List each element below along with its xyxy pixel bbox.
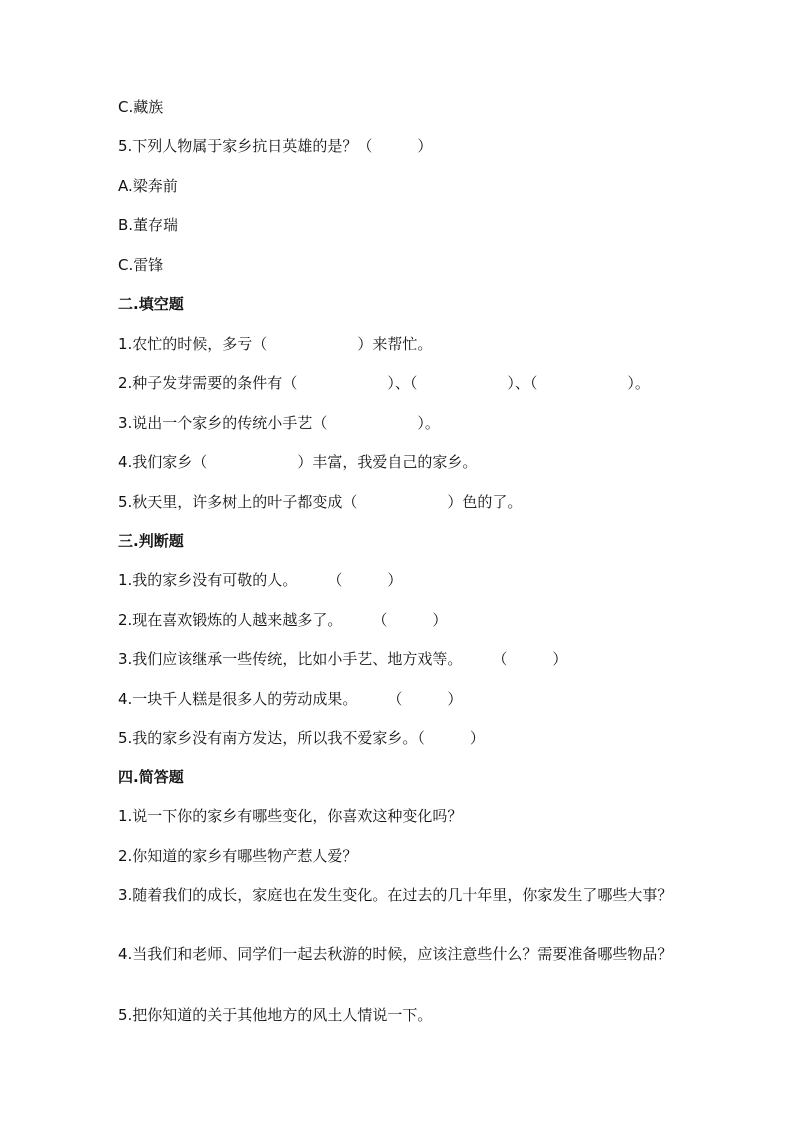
section-heading-short-answer: 四.简答题 <box>118 768 184 786</box>
q5-option-a: A.梁奔前 <box>118 177 178 195</box>
fill-blank-item: 5.秋天里，许多树上的叶子都变成（ ）色的了。 <box>118 493 523 511</box>
short-answer-item: 5.把你知道的关于其他地方的风土人情说一下。 <box>118 1006 433 1024</box>
section-heading-fill-blank: 二.填空题 <box>118 295 184 313</box>
q5-option-c: C.雷锋 <box>118 256 164 274</box>
short-answer-item: 3.随着我们的成长，家庭也在发生变化。在过去的几十年里，你家发生了哪些大事？ <box>118 886 673 904</box>
fill-blank-item: 4.我们家乡（ ）丰富，我爱自己的家乡。 <box>118 453 478 471</box>
true-false-item: 3.我们应该继承一些传统，比如小手艺、地方戏等。 （ ） <box>118 650 568 668</box>
fill-blank-item: 1.农忙的时候，多亏（ ）来帮忙。 <box>118 335 433 353</box>
true-false-item: 2.现在喜欢锻炼的人越来越多了。 （ ） <box>118 611 448 629</box>
q4-option-c: C.藏族 <box>118 98 164 116</box>
fill-blank-item: 2.种子发芽需要的条件有（ ）、（ ）、（ ）。 <box>118 374 650 392</box>
section-heading-true-false: 三.判断题 <box>118 532 184 550</box>
short-answer-item: 2.你知道的家乡有哪些物产惹人爱？ <box>118 847 358 865</box>
fill-blank-item: 3.说出一个家乡的传统小手艺（ ）。 <box>118 414 440 432</box>
true-false-item: 4.一块千人糕是很多人的劳动成果。 （ ） <box>118 690 463 708</box>
q5-stem: 5.下列人物属于家乡抗日英雄的是？（ ） <box>118 137 433 155</box>
true-false-item: 5.我的家乡没有南方发达，所以我不爱家乡。（ ） <box>118 729 485 747</box>
short-answer-item: 1.说一下你的家乡有哪些变化，你喜欢这种变化吗？ <box>118 807 463 825</box>
short-answer-item: 4.当我们和老师、同学们一起去秋游的时候，应该注意些什么？需要准备哪些物品？ <box>118 945 673 963</box>
q5-option-b: B.董存瑞 <box>118 216 179 234</box>
true-false-item: 1.我的家乡没有可敬的人。 （ ） <box>118 571 403 589</box>
